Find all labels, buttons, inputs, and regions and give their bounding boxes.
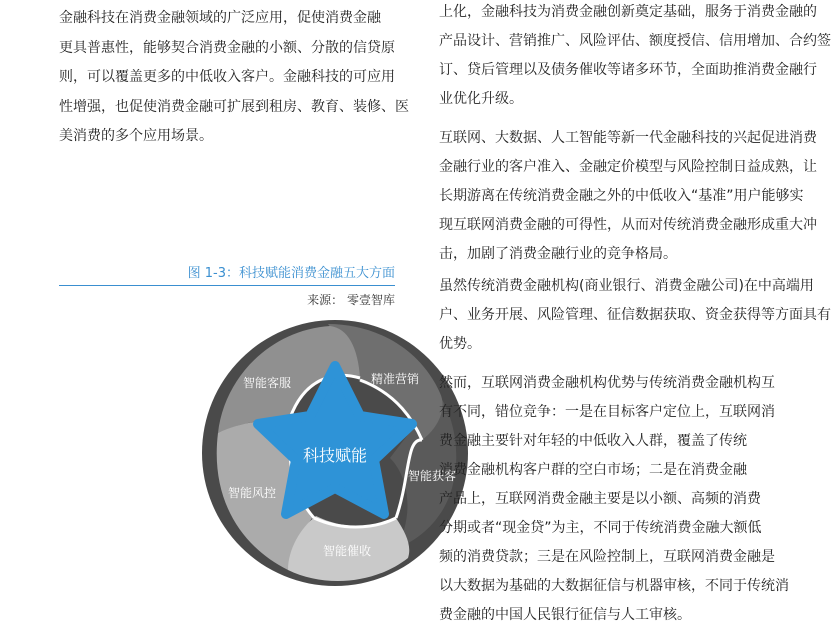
- right-paragraph-4: [439, 369, 809, 630]
- right-paragraph-3: [439, 272, 831, 359]
- label-intelligent-service: 智能客服: [242, 376, 292, 390]
- left-paragraph: [59, 4, 409, 152]
- fintech-five-aspects-diagram: [200, 318, 470, 588]
- label-intelligent-acquisition: 智能获客: [407, 469, 457, 483]
- right-paragraph-line: 然而，互联网消费金融机构优势与传统消费金融机构互: [439, 375, 775, 391]
- right-paragraph-line: 分期或者“现金贷”为主，不同于传统消费金融大额低: [439, 520, 762, 536]
- right-paragraph-line: 消费金融机构客户群的空白市场；二是在消费金融: [439, 462, 747, 478]
- right-paragraph-line: 击，加剧了消费金融行业的竞争格局。: [439, 246, 677, 262]
- right-paragraph-2: [439, 124, 817, 269]
- left-paragraph-line: 更具普惠性，能够契合消费金融的小额、分散的信贷原: [59, 39, 395, 56]
- label-precision-marketing: 精准营销: [370, 372, 420, 386]
- right-paragraph-1: [439, 0, 831, 114]
- right-paragraph-line: 互联网、大数据、人工智能等新一代金融科技的兴起促进消费: [439, 130, 817, 146]
- right-paragraph-line: 产品设计、营销推广、风险评估、额度授信、信用增加、合约签: [439, 33, 831, 49]
- right-paragraph-line: 户、业务开展、风险管理、征信数据获取、资金获得等方面具有: [439, 307, 831, 323]
- label-intelligent-collection: 智能催收: [322, 544, 372, 558]
- label-intelligent-risk-control: 智能风控: [227, 486, 277, 500]
- figure-source: 来源： 零壹智库: [307, 293, 395, 307]
- right-paragraph-line: 金融行业的客户准入、金融定价模型与风险控制日益成熟，让: [439, 159, 817, 175]
- right-paragraph-line: 费金融主要针对年轻的中低收入人群，覆盖了传统: [439, 433, 747, 449]
- right-paragraph-line: 上化，金融科技为消费金融创新奠定基础，服务于消费金融的: [439, 4, 817, 20]
- right-paragraph-line: 有不同，错位竞争：一是在目标客户定位上，互联网消: [439, 404, 775, 420]
- figure-caption: 图 1-3：科技赋能消费金融五大方面: [187, 266, 395, 281]
- left-paragraph-line: 性增强，也促使消费金融可扩展到租房、教育、装修、医: [59, 98, 409, 115]
- right-paragraph-line: 现互联网消费金融的可得性，从而对传统消费金融形成重大冲: [439, 217, 817, 233]
- right-paragraph-line: 以大数据为基础的大数据征信与机器审核，不同于传统消: [439, 578, 789, 594]
- figure-caption-rule: [59, 285, 395, 286]
- right-paragraph-line: 业优化升级。: [439, 91, 523, 107]
- left-paragraph-line: 金融科技在消费金融领域的广泛应用，促使消费金融: [59, 10, 381, 26]
- right-paragraph-line: 虽然传统消费金融机构(商业银行、消费金融公司)在中高端用: [439, 278, 814, 294]
- center-label: 科技赋能: [302, 446, 368, 465]
- left-paragraph-line: 美消费的多个应用场景。: [59, 128, 213, 144]
- right-paragraph-line: 订、贷后管理以及债务催收等诸多环节，全面助推消费金融行: [439, 62, 817, 78]
- right-paragraph-line: 优势。: [439, 336, 481, 352]
- left-paragraph-line: 则，可以覆盖更多的中低收入客户。金融科技的可应用: [59, 69, 395, 85]
- right-paragraph-line: 频的消费贷款；三是在风险控制上，互联网消费金融是: [439, 549, 775, 565]
- right-paragraph-line: 产品上，互联网消费金融主要是以小额、高频的消费: [439, 491, 761, 507]
- right-paragraph-line: 长期游离在传统消费金融之外的中低收入“基准”用户能够实: [439, 188, 804, 204]
- right-paragraph-line: 费金融的中国人民银行征信与人工审核。: [439, 607, 691, 623]
